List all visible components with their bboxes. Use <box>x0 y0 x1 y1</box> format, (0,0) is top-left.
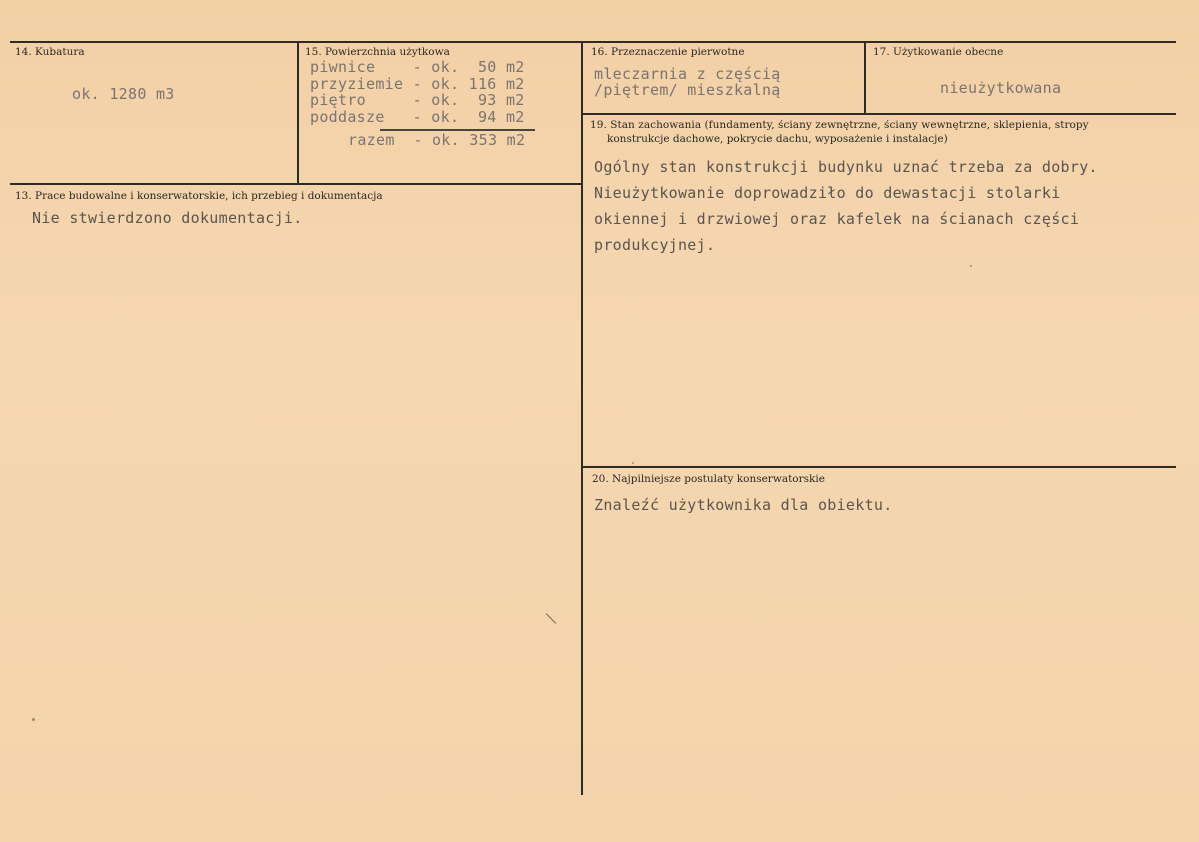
field-19-line-3: okiennej i drzwiowej oraz kafelek na ścianach części <box>594 210 1080 228</box>
top-border-line <box>10 41 1176 43</box>
field-15-row-przyziemie: przyziemie - ok. 116 m2 <box>310 74 525 93</box>
field-15-row-pietro: piętro - ok. 93 m2 <box>310 91 525 109</box>
field-15-row-poddasze: poddasze - ok. 94 m2 <box>310 107 525 126</box>
field-17-value: nieużytkowana <box>940 79 1062 97</box>
row-divider-right-top <box>582 113 1176 115</box>
field-16-label: 16. Przeznaczenie pierwotne <box>591 46 745 58</box>
field-19-line-4: produkcyjnej. <box>594 236 716 254</box>
paper-speck <box>632 462 634 464</box>
field-19-label-line-1: 19. Stan zachowania (fundamenty, ściany zewnętrzne, ściany wewnętrzne, sklepienia, stropy <box>590 119 1089 131</box>
col-divider-main <box>581 42 583 795</box>
field-14-value: ok. 1280 m3 <box>72 85 175 103</box>
col-divider-14-15 <box>297 42 299 183</box>
field-19-line-1: Ogólny stan konstrukcji budynku uznać trzeba za dobry. <box>594 158 1098 176</box>
field-15-total: razem - ok. 353 m2 <box>348 131 526 149</box>
field-19-label-line-2: konstrukcje dachowe, pokrycie dachu, wyposażenie i instalacje) <box>607 133 948 145</box>
field-16-line-1: mleczarnia z częścią <box>594 65 781 83</box>
paper-speck <box>970 265 972 267</box>
field-15-label: 15. Powierzchnia użytkowa <box>305 46 450 58</box>
field-19-line-2: Nieużytkowanie doprowadziło do dewastacji stolarki <box>594 184 1061 202</box>
field-14-label: 14. Kubatura <box>15 46 85 58</box>
row-divider-left <box>10 183 582 185</box>
field-13-label: 13. Prace budowalne i konserwatorskie, ich przebieg i dokumentacja <box>15 190 383 202</box>
paper-speck <box>32 718 35 721</box>
field-20-value: Znaleźć użytkownika dla obiektu. <box>594 496 893 514</box>
field-13-value: Nie stwierdzono dokumentacji. <box>32 209 303 227</box>
paper-scratch-mark <box>546 613 557 624</box>
field-15-row-piwnice: piwnice - ok. 50 m2 <box>310 58 525 76</box>
field-17-label: 17. Użytkowanie obecne <box>873 46 1004 58</box>
row-divider-right-bottom <box>582 466 1176 468</box>
col-divider-16-17 <box>864 42 866 114</box>
field-16-line-2: /piętrem/ mieszkalną <box>594 81 781 99</box>
field-20-label: 20. Najpilniejsze postulaty konserwatorskie <box>592 473 825 485</box>
